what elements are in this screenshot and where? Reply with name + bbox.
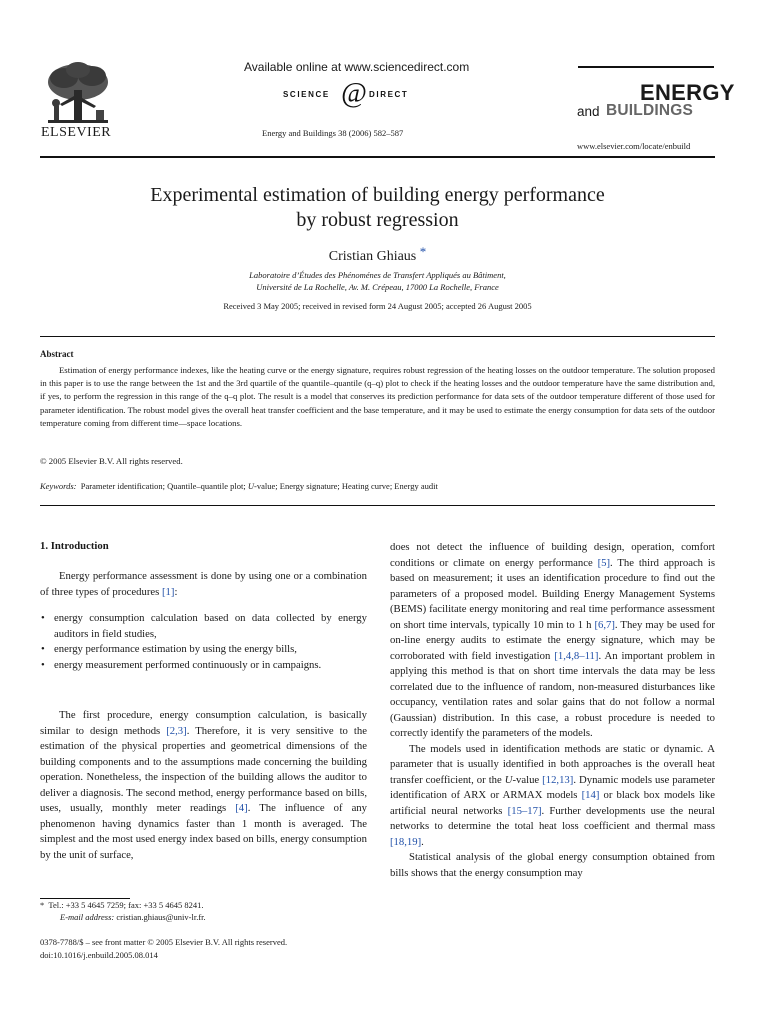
p2-text-b: . Therefore, it is very sensitive to the estimation of the physical properties and geometrical dimensions of the building components and to the assumptions made concerning the building operation. Nonetheless, the inspection of the building allows the auditor to deliver a diagnosis. The second method, energy performance based on bills, uses, usually, monthly meter readings <box>40 724 367 814</box>
list-item <box>40 642 367 658</box>
r1-text-d: . An important problem in applying this method is that on short time intervals the data may be less correlated due to the influence of random, non-measured disturbances like occupancy, ventilation rates and solar gains that do not follow a normal (Gaussian) distribution. In this case, a robust procedure is needed to correctly identify the parameters of the models. <box>390 649 715 739</box>
list-item-text: energy consumption calculation based on data collected by energy auditors in field studies, <box>54 612 367 640</box>
r2-text-e: . Further developments use the neural networks to determine the total heat loss coefficient and thermal mass <box>390 804 715 832</box>
r2-text-b: -value <box>512 773 543 786</box>
journal-logo-buildings: BUILDINGS <box>606 102 694 119</box>
list-item-text: energy performance estimation by using the energy bills, <box>54 643 297 655</box>
abstract-copyright: © 2005 Elsevier B.V. All rights reserved. <box>40 456 183 466</box>
r1-text-a: does not detect the influence of building design, operation, comfort conditions or climate on energy performance <box>390 541 715 569</box>
author-affiliation <box>40 270 715 293</box>
ref-link-18-19[interactable]: [18,19] <box>390 835 422 848</box>
p1-end: : <box>174 585 178 598</box>
author-footnote <box>40 899 206 923</box>
r2-text-f: . <box>421 835 424 848</box>
keywords-u: U <box>247 481 255 491</box>
ref-link-4[interactable]: [4] <box>235 802 248 814</box>
abstract-top-divider <box>40 336 715 337</box>
ref-link-2-3[interactable]: [2,3] <box>166 724 187 737</box>
sd-left-text: SCIENCE <box>283 90 330 99</box>
elsevier-tree-logo <box>40 60 116 130</box>
title-line-1: Experimental estimation of building energy performance <box>150 184 605 206</box>
ref-link-5[interactable]: [5] <box>597 556 611 569</box>
author-name: Cristian Ghiaus <box>328 249 417 264</box>
sciencedirect-logo <box>283 80 443 108</box>
list-item <box>40 658 367 674</box>
r2-text-d: or black box models like artificial neural networks <box>390 789 715 817</box>
r2-text-c: . Dynamic models use parameter identification of ARX or ARMAX models <box>390 773 716 801</box>
footnote-contact: Tel.: +33 5 4645 7259; fax: +33 5 4645 8241. <box>48 900 204 910</box>
abstract-heading: Abstract <box>40 349 74 359</box>
list-item <box>40 611 367 642</box>
affiliation-line-1: Laboratoire d’Études des Phénoménes de Transfert Appliqués au Bâtiment, <box>249 270 506 280</box>
bullet-mark: • <box>41 658 45 671</box>
sd-right-text: DIRECT <box>369 90 409 99</box>
intro-paragraph-2 <box>40 708 367 863</box>
procedure-list <box>40 611 367 673</box>
r2-text-a: The models used in identification methods are static or dynamic. A parameter that is usually identified in both approaches is the overall heat transfer coefficient, or the <box>390 742 715 786</box>
front-matter-copyright: 0378-7788/$ – see front matter © 2005 Elsevier B.V. All rights reserved. <box>40 937 288 947</box>
title-line-2: by robust regression <box>296 209 459 231</box>
journal-url-link[interactable]: www.elsevier.com/locate/enbuild <box>577 141 691 151</box>
footnote-mark: * <box>40 900 45 910</box>
journal-reference: Energy and Buildings 38 (2006) 582–587 <box>262 128 404 138</box>
intro-paragraph-1 <box>40 569 367 600</box>
p1-text: Energy performance assessment is done by using one or a combination of three types of procedures <box>40 570 367 598</box>
list-item-text: energy measurement performed continuously or in campaigns. <box>54 658 322 671</box>
affiliation-line-2: Université de La Rochelle, Av. M. Crépeau, 17000 La Rochelle, France <box>256 281 499 292</box>
p2-text-c: . The influence of any phenomenon having dynamics faster than 1 month is averaged. The simplest and the most used energy index based on bills, energy consumption by the unit of surface, <box>40 802 367 861</box>
ref-link-1[interactable]: [1] <box>161 585 175 598</box>
right-column <box>390 540 715 881</box>
ref-link-15-17[interactable]: [15–17] <box>507 804 542 817</box>
ref-link-14[interactable]: [14] <box>581 789 600 801</box>
header-divider <box>40 156 715 158</box>
keywords-pre: Parameter identification; Quantile–quantile plot; <box>80 481 246 491</box>
author-line <box>40 244 715 265</box>
author-footnote-link[interactable]: * <box>419 244 427 259</box>
r1-text-b: . The third approach is based on measurement; it uses an identification procedure to find out the parameters of a proposed model. Building Energy Management Systems (BEMS) facilitate energy monitoring and real time performance assessment on short time intervals, typically 10 min to 1 h <box>390 556 716 631</box>
email-label: E-mail address: <box>60 912 115 922</box>
publisher-name: ELSEVIER <box>41 125 112 140</box>
journal-logo-rule <box>578 66 714 68</box>
bullet-mark: • <box>41 643 45 655</box>
keywords-label: Keywords: <box>40 481 77 491</box>
p2-text-a: The first procedure, energy consumption calculation, is basically similar to design methods <box>40 709 367 737</box>
ref-link-1-4-8-11[interactable]: [1,4,8–11] <box>554 649 599 662</box>
front-matter <box>40 936 287 962</box>
available-online-text: Available online at www.sciencedirect.com <box>244 60 470 74</box>
ref-link-6-7[interactable]: [6,7] <box>594 618 615 631</box>
abstract-text: Estimation of energy performance indexes, like the heating curve or the energy signature, requires robust regression of the heating losses on the outdoor temperature. The solution proposed in this paper is to use the range between the 1st and the 3rd quartile of the quantile–quantile (q–q) plot to check if the heating losses and the outdoor temperature have the same distribution and, if yes, to perform the regression in this range of the q–q plot. The result is a model that conserves its prediction performance for data sets of the outdoor temperature different of those used for parameter identification. The robust model gives the overall heat transfer coefficient and the base temperature, and it may be used to estimate the energy consumption for data sets of the outdoor temperature coming from different time—space locations. <box>40 365 715 428</box>
abstract-bottom-divider <box>40 505 715 506</box>
bullet-mark: • <box>41 612 45 624</box>
keywords <box>40 481 438 491</box>
journal-logo-and: and <box>577 104 600 119</box>
ref-link-12-13[interactable]: [12,13] <box>542 773 574 786</box>
email-address[interactable]: cristian.ghiaus@univ-lr.fr. <box>116 912 206 922</box>
sd-at-mark: @ <box>341 80 367 108</box>
r1-text-c: . They may be used for on-line energy audits to estimate the energy signature, which may be corroborated with field investigation <box>390 618 715 662</box>
doi-link[interactable]: doi:10.1016/j.enbuild.2005.08.014 <box>40 950 158 960</box>
received-dates: Received 3 May 2005; received in revised form 24 August 2005; accepted 26 August 2005 <box>223 301 532 311</box>
article-title <box>40 183 715 233</box>
section-heading-introduction: 1. Introduction <box>40 540 109 552</box>
journal-logo-energy: ENERGY <box>640 80 735 105</box>
r3-text: Statistical analysis of the global energy consumption obtained from bills shows that the energy consumption may <box>390 851 715 879</box>
r2-u-symbol: U <box>504 773 513 786</box>
keywords-post: -value; Energy signature; Heating curve; Energy audit <box>254 481 438 491</box>
